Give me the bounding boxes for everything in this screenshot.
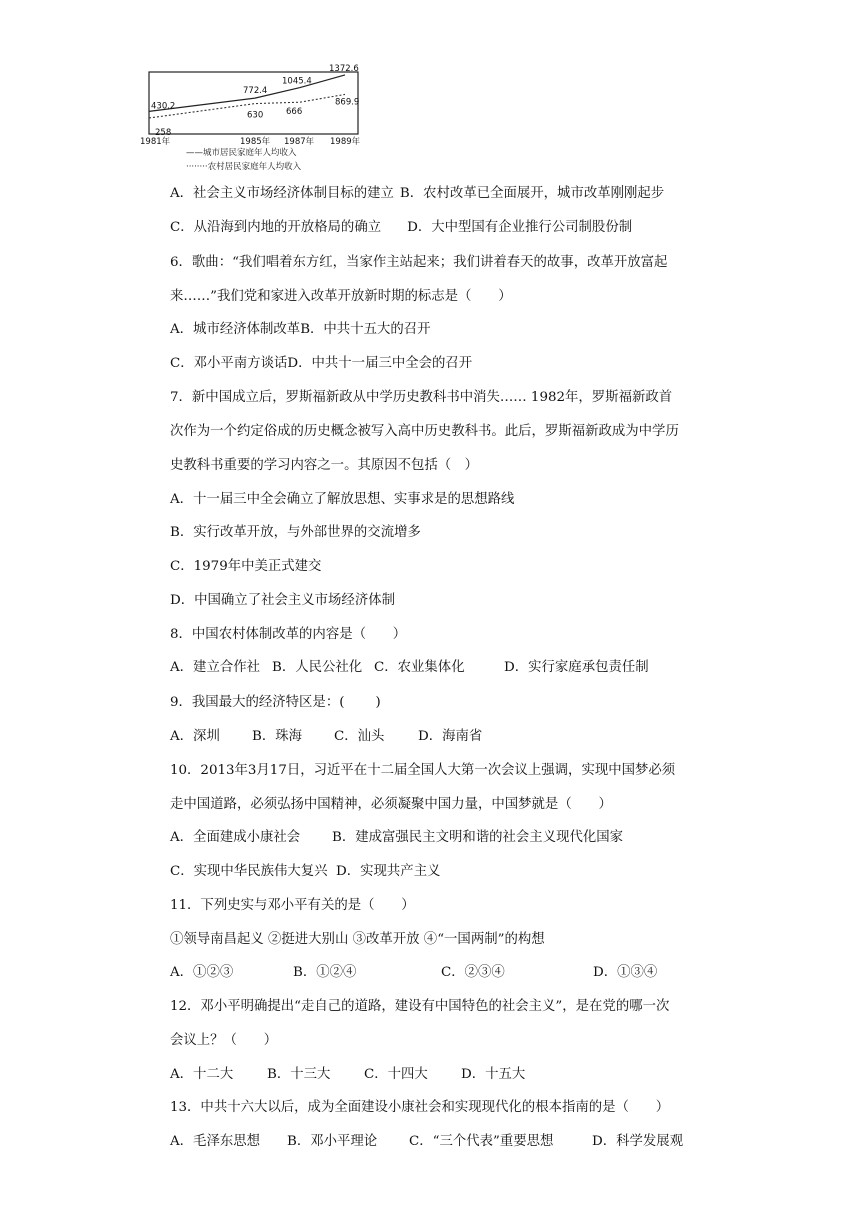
x-tick-label: 1985年 [240,137,271,147]
q8-option-d: D．实行家庭承包责任制 [504,660,649,675]
urban-data-label: 1045.4 [282,76,312,87]
q12-stem-line2: 会议上？（ ） [170,1033,278,1048]
q6-option-d: D．中共十一届三中全会的召开 [287,356,473,371]
q12-option-c: C．十四大 [364,1067,428,1082]
legend-urban [186,146,297,158]
urban-data-label: 430.2 [151,101,176,112]
x-tick-label: 1989年 [330,137,361,147]
legend-rural-label: 农村居民家庭年人均收入 [207,162,302,172]
q13-options [170,1132,683,1152]
q5-option-d: D．大中型国有企业推行公司制股份制 [407,220,633,235]
q11-options [170,963,657,983]
q11-stem: 11．下列史实与邓小平有关的是（ ） [170,898,415,913]
q12-option-d: D．十五大 [461,1067,526,1082]
q11-option-a: A．①②③ [170,965,234,980]
q12-stem-line1: 12．邓小平明确提出“走自己的道路，建设有中国特色的社会主义”，是在党的哪一次 [170,999,670,1014]
q6-option-c: C．邓小平南方谈话 [170,356,288,371]
q6-options-row1 [170,320,431,340]
q6-option-b: B．中共十五大的召开 [300,322,431,337]
q10-option-c: C．实现中华民族伟大复兴 [170,864,328,879]
q13-stem: 13．中共十六大以后，成为全面建设小康社会和实现现代化的根本指南的是（ ） [170,1100,670,1115]
q13-option-c: C．“三个代表”重要思想 [409,1134,554,1149]
q10-options-row2 [170,862,440,882]
q5-options-row2 [170,218,632,238]
legend-urban-label: 城市居民家庭年人均收入 [203,148,297,158]
urban-data-label: 1372.6 [329,63,359,74]
q9-option-c: C．汕头 [334,729,385,744]
q8-option-c: C．农业集体化 [374,660,465,675]
q7-option-b: B．实行改革开放，与外部世界的交流增多 [170,525,421,540]
q10-options-row1 [170,828,623,848]
q8-stem: 8．中国农村体制改革的内容是（ ） [170,627,407,642]
q6-option-a: A．城市经济体制改革 [170,322,301,337]
rural-data-label: 258 [155,128,172,139]
q11-option-d: D．①③④ [593,965,658,980]
q9-option-a: A．深圳 [170,729,220,744]
q8-options [170,658,649,678]
x-tick-label: 1987年 [284,137,315,147]
q13-option-a: A．毛泽东思想 [170,1134,261,1149]
q10-stem-line1: 10．2013年3月17日，习近平在十二届全国人大第一次会议上强调，实现中国梦必须 [170,763,676,778]
urban-data-label: 772.4 [243,86,268,97]
q9-options [170,727,482,747]
q13-option-d: D．科学发展观 [592,1134,684,1149]
q8-option-b: B．人民公社化 [272,660,363,675]
q12-option-b: B．十三大 [267,1067,331,1082]
q7-option-d: D．中国确立了社会主义市场经济体制 [170,593,395,608]
rural-data-label: 666 [286,107,303,118]
q5-option-c: C．从沿海到内地的开放格局的确立 [170,220,382,235]
q5-option-a: A．社会主义市场经济体制目标的建立 [170,186,394,201]
q10-option-d: D．实现共产主义 [336,864,441,879]
q5-option-b: B．农村改革已全面展开，城市改革刚刚起步 [399,186,665,201]
q7-option-c: C．1979年中美正式建交 [170,559,322,574]
rural-data-label: 869.9 [335,97,360,108]
q10-option-b: B．建成富强民主文明和谐的社会主义现代化国家 [332,830,624,845]
q12-option-a: A．十二大 [170,1067,234,1082]
q9-option-b: B．珠海 [252,729,303,744]
q8-option-a: A．建立合作社 [170,660,261,675]
q11-option-c: C．②③④ [441,965,505,980]
rural-data-label: 630 [247,110,264,121]
q11-choices: ①领导南昌起义 ②挺进大别山 ③改革开放 ④“一国两制”的构想 [170,932,545,947]
q9-option-d: D．海南省 [418,729,483,744]
legend-rural-swatch: ········ [186,162,208,172]
q12-options [170,1065,525,1085]
chart-frame [149,72,358,134]
q6-stem-line1: 6．歌曲：“我们唱着东方红，当家作主站起来；我们讲着春天的故事，改革开放富起 [170,255,668,270]
q5-options-row1 [170,184,664,204]
q7-stem-line1: 7．新中国成立后，罗斯福新政从中学历史教科书中消失…… 1982年，罗斯福新政首 [170,390,673,405]
x-tick-label: 1981年 [140,137,171,147]
legend-rural [186,160,301,172]
q7-stem-line3: 史教科书重要的学习内容之一。其原因不包括（ ） [170,458,478,473]
legend-urban-swatch: —— [186,148,203,158]
q10-stem-line2: 走中国道路，必须弘扬中国精神，必须凝聚中国力量，中国梦就是（ ） [170,797,612,812]
q10-option-a: A．全面建成小康社会 [170,830,301,845]
q11-option-b: B．①②④ [293,965,357,980]
q13-option-b: B．邓小平理论 [287,1134,378,1149]
q6-stem-line2: 来……”我们党和家进入改革开放新时期的标志是（ ） [170,289,512,304]
q6-options-row2 [170,354,472,374]
q9-stem: 9．我国最大的经济特区是：( ) [170,695,381,710]
q7-stem-line2: 次作为一个约定俗成的历史概念被写入高中历史教科书。此后，罗斯福新政成为中学历 [170,424,679,439]
q7-option-a: A．十一届三中全会确立了解放思想、实事求是的思想路线 [170,492,515,507]
